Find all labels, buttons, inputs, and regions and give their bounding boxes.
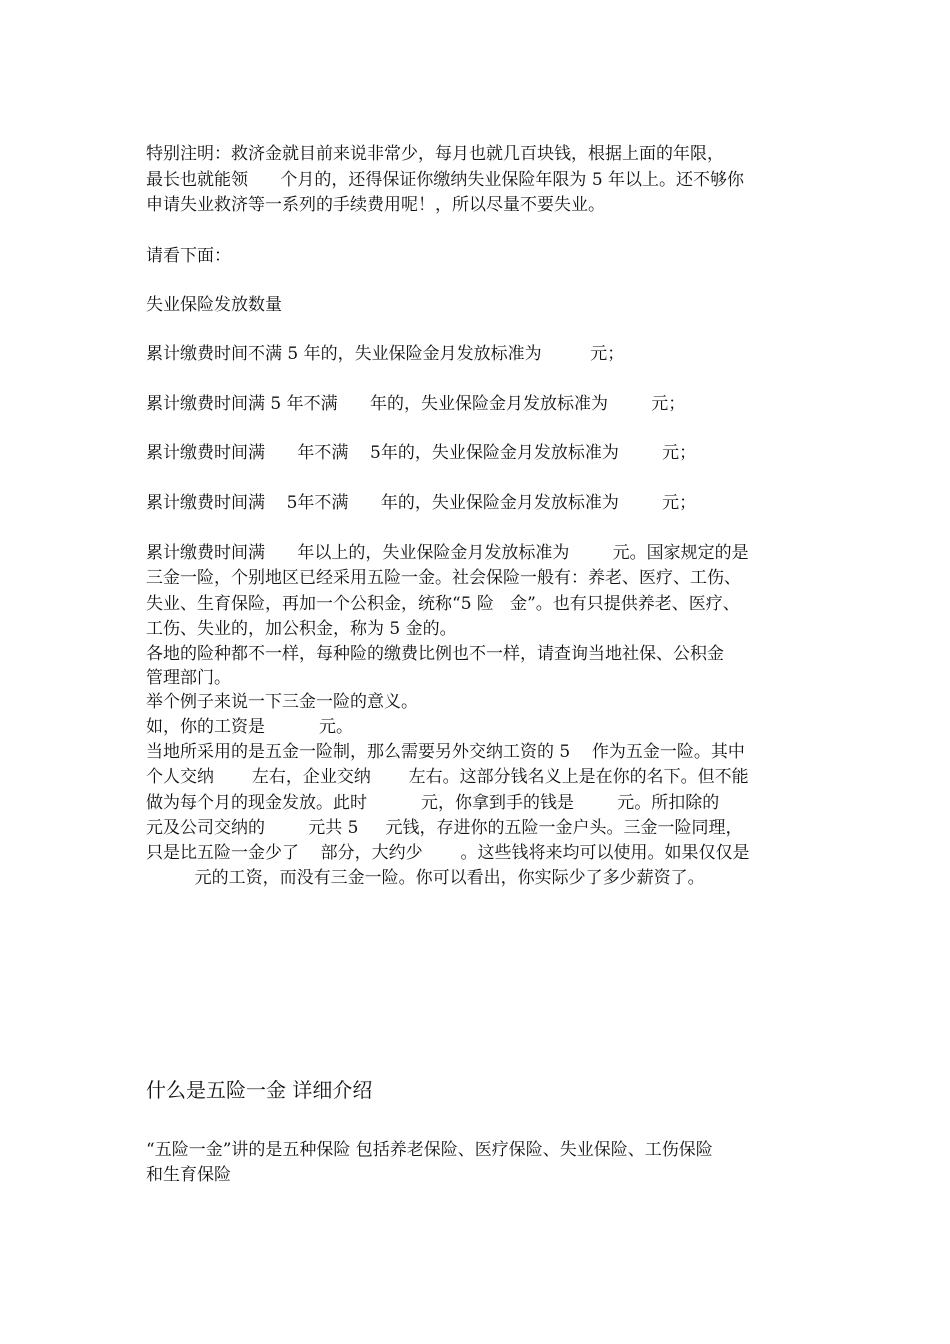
intro-line-1: “五险一金”讲的是五种保险 包括养老保险、医疗保险、失业保险、工伤保险 (146, 1140, 713, 1160)
article-heading: 什么是五险一金 详细介绍 (146, 1078, 373, 1102)
please-see-line: 请看下面： (146, 246, 231, 266)
rule-line-4: 累计缴费时间满 5年不满 年的，失业保险金月发放标准为 元； (146, 493, 697, 513)
body-line-9: 当地所采用的是五金一险制，那么需要另外交纳工资的 5 作为五金一险。其中 (146, 742, 745, 762)
note-line-1: 特别注明：救济金就目前来说非常少，每月也就几百块钱，根据上面的年限， (146, 144, 724, 164)
intro-line-2: 和生育保险 (146, 1165, 231, 1185)
body-line-5: 各地的险种都不一样，每种险的缴费比例也不一样，请查询当地社保、公积金 (146, 644, 724, 664)
body-line-8: 如，你的工资是 元。 (146, 717, 354, 737)
section-title: 失业保险发放数量 (146, 295, 282, 315)
body-line-7: 举个例子来说一下三金一险的意义。 (146, 692, 418, 712)
note-line-3: 申请失业救济等一系列的手续费用呢！，所以尽量不要失业。 (146, 195, 605, 215)
note-line-2: 最长也就能领 个月的，还得保证你缴纳失业保险年限为 5 年以上。还不够你 (146, 170, 745, 190)
rule-line-2: 累计缴费时间满 5 年不满 年的，失业保险金月发放标准为 元； (146, 394, 686, 414)
body-line-3: 失业、生育保险，再加一个公积金，统称“5 险 金”。也有只提供养老、医疗、 (146, 594, 740, 614)
body-line-2: 三金一险，个别地区已经采用五险一金。社会保险一般有：养老、医疗、工伤、 (146, 568, 741, 588)
body-line-6: 管理部门。 (146, 668, 231, 688)
body-line-14: 元的工资，而没有三金一险。你可以看出，你实际少了多少薪资了。 (146, 868, 705, 888)
body-line-1: 累计缴费时间满 年以上的，失业保险金月发放标准为 元。国家规定的是 (146, 543, 749, 563)
rule-line-1: 累计缴费时间不满 5 年的，失业保险金月发放标准为 元； (146, 344, 625, 364)
body-line-12: 元及公司交纳的 元共 5 元钱，存进你的五险一金户头。三金一险同理， (146, 818, 743, 838)
body-line-13: 只是比五险一金少了 部分，大约少 。这些钱将来均可以使用。如果仅仅是 (146, 843, 750, 863)
body-line-10: 个人交纳 左右，企业交纳 左右。这部分钱名义上是在你的名下。但不能 (146, 767, 749, 787)
rule-line-3: 累计缴费时间满 年不满 5年的，失业保险金月发放标准为 元； (146, 443, 697, 463)
body-line-11: 做为每个月的现金发放。此时 元，你拿到手的钱是 元。所扣除的 (146, 793, 720, 813)
body-line-4: 工伤、失业的，加公积金，称为 5 金的。 (146, 619, 457, 639)
